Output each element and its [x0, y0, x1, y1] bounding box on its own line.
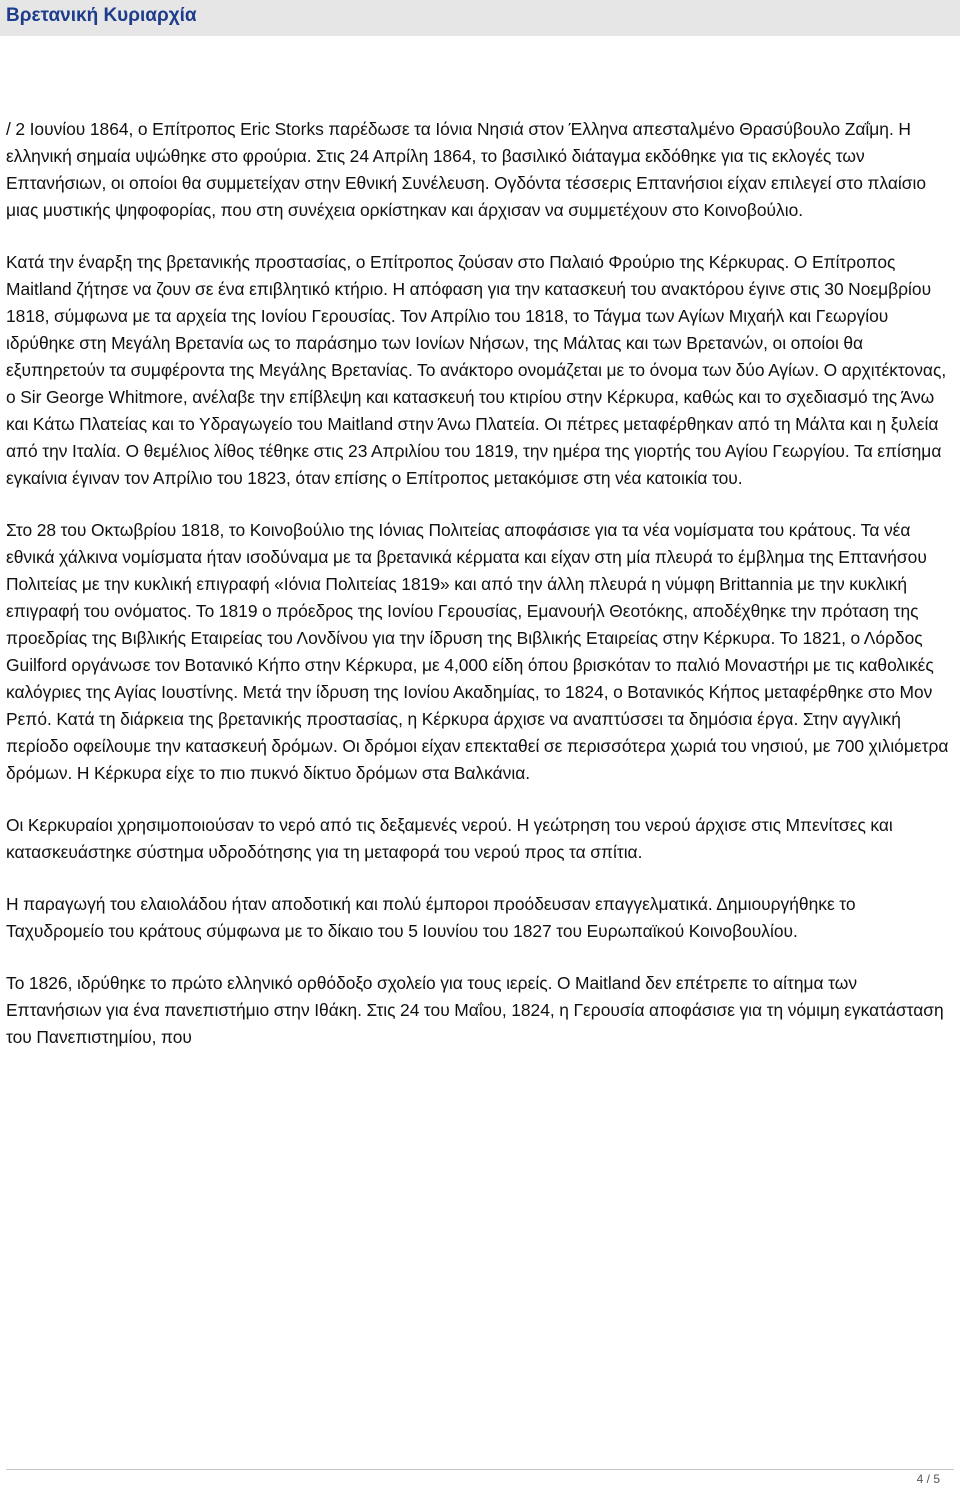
page-number: 4 / 5 — [916, 1472, 940, 1486]
document-title: Βρετανική Κυριαρχία — [6, 5, 197, 26]
page-header — [0, 0, 960, 36]
footer-divider — [6, 1469, 954, 1470]
paragraph-currency: Στο 28 του Οκτωβρίου 1818, το Κοινοβούλιο της Ιόνιας Πολιτείας αποφάσισε για τα νέα νομίσματα του κράτους. Τα νέα εθνικά χάλκινα νομίσματα ήταν ισοδύναμα με τα βρετανικά κέρματα και είχαν στη μία πλευρά το έμβλημα της Επτανήσου Πολιτείας με την κυκλική επιγραφή «Ιόνια Πολιτείας 1819» και από την άλλη πλευρά η νύμφη Brittannia με την κυκλική επιγραφή του ονόματος. Το 1819 ο πρόεδρος της Ιονίου Γερουσίας, Εμανουήλ Θεοτόκης, αποδέχθηκε την πρόταση της προεδρίας της Βιβλικής Εταιρείας του Λονδίνου για την ίδρυση της Βιβλικής Εταιρείας στην Κέρκυρα. Το 1821, ο Λόρδος Guilford οργάνωσε τον Βοτανικό Κήπο στην Κέρκυρα, με 4,000 είδη όπου βρισκόταν το παλιό Μοναστήρι με τις καθολικές καλόγριες της Αγίας Ιουστίνης. Μετά την ίδρυση της Ιονίου Ακαδημίας, το 1824, ο Βοτανικός Κήπος μεταφέρθηκε στο Μον Ρεπό. Κατά τη διάρκεια της βρετανικής προστασίας, η Κέρκυρα άρχισε να αναπτύσσει τα δημόσια έργα. Στην αγγλική περίοδο οφείλουμε την κατασκευή δρόμων. Οι δρόμοι είχαν επεκταθεί σε περισσότερα χωριά του νησιού, με 700 χιλιόμετρα δρόμων. Η Κέρκυρα είχε το πιο πυκνό δίκτυο δρόμων στα Βαλκάνια. — [6, 520, 949, 783]
paragraph-school: Το 1826, ιδρύθηκε το πρώτο ελληνικό ορθόδοξο σχολείο για τους ιερείς. Ο Maitland δεν επέτρεπε το αίτημα των Επτανήσιων για ένα πανεπιστήμιο στην Ιθάκη. Στις 24 του Μαΐου, 1824, η Γερουσία αποφάσισε για τη νόμιμη εγκατάσταση του Πανεπιστημίου, που — [6, 973, 944, 1047]
paragraph-olive-oil: Η παραγωγή του ελαιολάδου ήταν αποδοτική και πολύ έμπορoι προόδευσαν επαγγελματικά. Δημιουργήθηκε το Ταχυδρομείο του κράτους σύμφωνα με το δίκαιο του 5 Ιουνίου του 1827 του Ευρωπαϊκού Κοινοβουλίου. — [6, 894, 856, 941]
paragraph-water: Οι Κερκυραίοι χρησιμοποιούσαν το νερό από τις δεξαμενές νερού. Η γεώτρηση του νερού άρχισε στις Μπενίτσες και κατασκευάστηκε σύστημα υδροδότησης για τη μεταφορά του νερού προς τα σπίτια. — [6, 815, 893, 862]
paragraph-palace: Κατά την έναρξη της βρετανικής προστασίας, ο Επίτροπος ζούσαν στο Παλαιό Φρούριο της Κέρκυρας. Ο Επίτροπος Maitland ζήτησε να ζουν σε ένα επιβλητικό κτήριο. Η απόφαση για την κατασκευή του ανακτόρου έγινε στις 30 Νοεμβρίου 1818, σύμφωνα με τα αρχεία της Ιονίου Γερουσίας. Τον Απρίλιο του 1818, το Τάγμα των Αγίων Μιχαήλ και Γεωργίου ιδρύθηκε στη Μεγάλη Βρετανία ως το παράσημο των Ιονίων Νήσων, της Μάλτας και των Βρετανών, οι οποίοι θα εξυπηρετούν τα συμφέροντα της Μεγάλης Βρετανίας. Το ανάκτορο ονομάζεται με το όνομα των δύο Αγίων. Ο αρχιτέκτονας, ο Sir George Whitmore, ανέλαβε την επίβλεψη και κατασκευή του κτιρίου στην Κέρκυρα, καθώς και το σχεδιασμό της Άνω και Κάτω Πλατείας και το Υδραγωγείο του Maitland στην Άνω Πλατεία. Οι πέτρες μεταφέρθηκαν από τη Μάλτα και η ξυλεία από την Ιταλία. Ο θεμέλιος λίθος τέθηκε στις 23 Απριλίου του 1819, την ημέρα της γιορτής του Αγίου Γεωργίου. Τα επίσημα εγκαίνια έγιναν τον Απρίλιο του 1823, όταν επίσης ο Επίτροπος μετακόμισε στη νέα κατοικία του. — [6, 252, 947, 488]
paragraph-handover: / 2 Ιουνίου 1864, ο Επίτροπος Eric Storks παρέδωσε τα Ιόνια Νησιά στον Έλληνα απεσταλμένο Θρασύβουλο Ζαΐμη. Η ελληνική σημαία υψώθηκε στο φρούρια. Στις 24 Απρίλη 1864, το βασιλικό διάταγμα εκδόθηκε για τις εκλογές των Επτανήσιων, οι οποίοι θα συμμετείχαν στην Εθνική Συνέλευση. Ογδόντα τέσσερις Επτανήσιοι είχαν επιλεγεί στο πλαίσιο μιας μυστικής ψηφοφορίας, που στη συνέχεια ορκίστηκαν και άρχισαν να συμμετέχουν στο Κοινοβούλιο. — [6, 119, 927, 220]
document-body — [6, 116, 956, 1076]
